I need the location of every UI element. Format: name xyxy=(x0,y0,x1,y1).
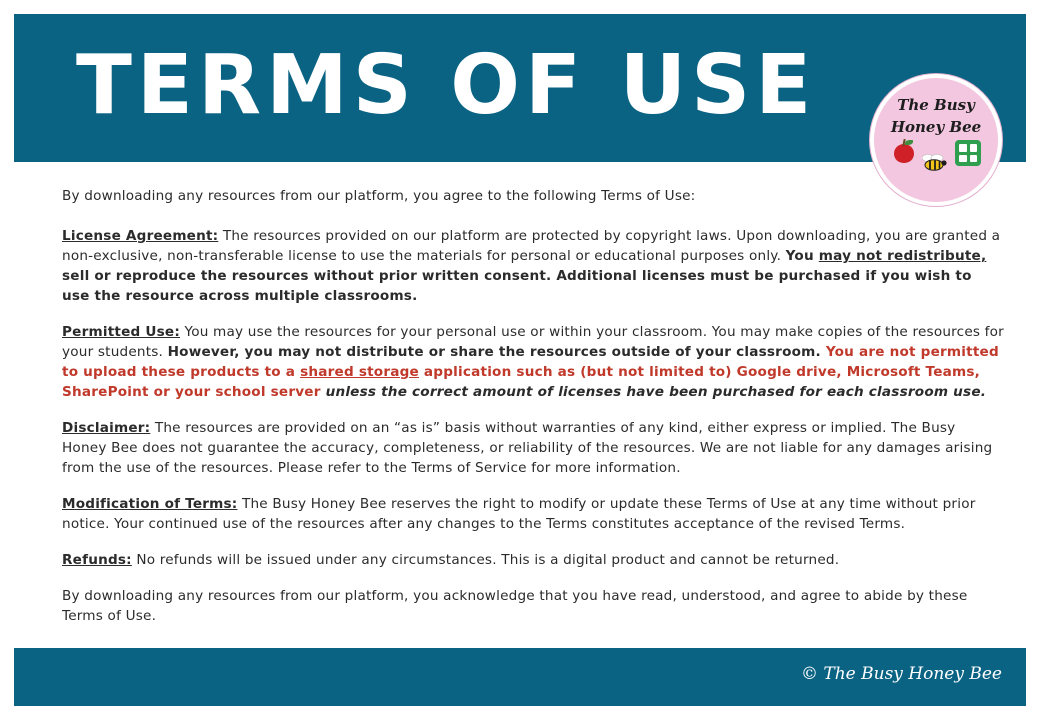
section-text-disclaimer: The resources are provided on an “as is” basis without warranties of any kind, either express or implied. The Busy Honey Bee does not guarantee the accuracy, completeness, or reliability of the resources. We are not liable for any damages arising from the use of the resources. Please refer to the Terms of Service for more information. xyxy=(62,420,993,476)
section-text-permitted-bold: However, you may not distribute or share the resources outside of your classroom. xyxy=(167,344,826,360)
section-text-refunds: No refunds will be issued under any circumstances. This is a digital product and cannot be returned. xyxy=(131,552,840,568)
section-text-permitted-red-2: application such as (but not limited to) Google drive, Microsoft Teams, SharePoint or your school server xyxy=(62,364,981,400)
section-disclaimer xyxy=(62,418,1004,478)
page-title: TERMS OF USE xyxy=(76,38,817,133)
section-text-license-underline: may not redistribute, xyxy=(818,248,987,264)
terms-content xyxy=(62,186,1004,642)
section-text-permitted-italic: unless the correct amount of licenses have been purchased for each classroom use. xyxy=(325,384,987,400)
apple-icon xyxy=(894,144,914,163)
section-license-agreement xyxy=(62,226,1004,306)
section-text-license-1: The resources provided on our platform are protected by copyright laws. Upon downloading, you are granted a non-exclusive, non-transferable license to use the materials for personal or educational purposes only. xyxy=(62,228,1001,264)
section-refunds xyxy=(62,550,1004,570)
section-text-permitted-1: You may use the resources for your personal use or within your classroom. You may make copies of the resources for your students. xyxy=(62,324,1004,360)
section-heading-license: License Agreement: xyxy=(62,228,219,244)
footer-band xyxy=(14,648,1026,706)
section-heading-disclaimer: Disclaimer: xyxy=(62,420,151,436)
section-text-permitted-red-1: You are not permitted to upload these products to a xyxy=(62,344,999,380)
logo-line-2: Honey Bee xyxy=(890,118,982,136)
intro-paragraph: By downloading any resources from our platform, you agree to the following Terms of Use: xyxy=(62,188,696,204)
section-text-license-bold-1: You xyxy=(785,248,819,264)
footer-copyright: © The Busy Honey Bee xyxy=(800,664,1002,684)
grid-icon xyxy=(955,140,981,166)
section-text-permitted-red-underline: shared storage xyxy=(300,364,419,380)
section-heading-permitted: Permitted Use: xyxy=(62,324,180,340)
section-heading-refunds: Refunds: xyxy=(62,552,132,568)
section-text-license-bold-2: sell or reproduce the resources without prior written consent. Additional licenses must be purchased if you wish to use the resource across multiple classrooms. xyxy=(62,268,972,304)
bee-icon xyxy=(922,154,948,171)
section-heading-modification: Modification of Terms: xyxy=(62,496,238,512)
section-text-modification: The Busy Honey Bee reserves the right to modify or update these Terms of Use at any time without prior notice. Your continued use of the resources after any changes to the Terms constitutes acceptance of the revised Terms. xyxy=(62,496,976,532)
section-permitted-use xyxy=(62,322,1004,402)
slide xyxy=(14,14,1026,706)
section-modification-of-terms xyxy=(62,494,1004,534)
logo-line-1: The Busy xyxy=(897,96,975,114)
closing-paragraph: By downloading any resources from our platform, you acknowledge that you have read, understood, and agree to abide by these Terms of Use. xyxy=(62,588,968,624)
